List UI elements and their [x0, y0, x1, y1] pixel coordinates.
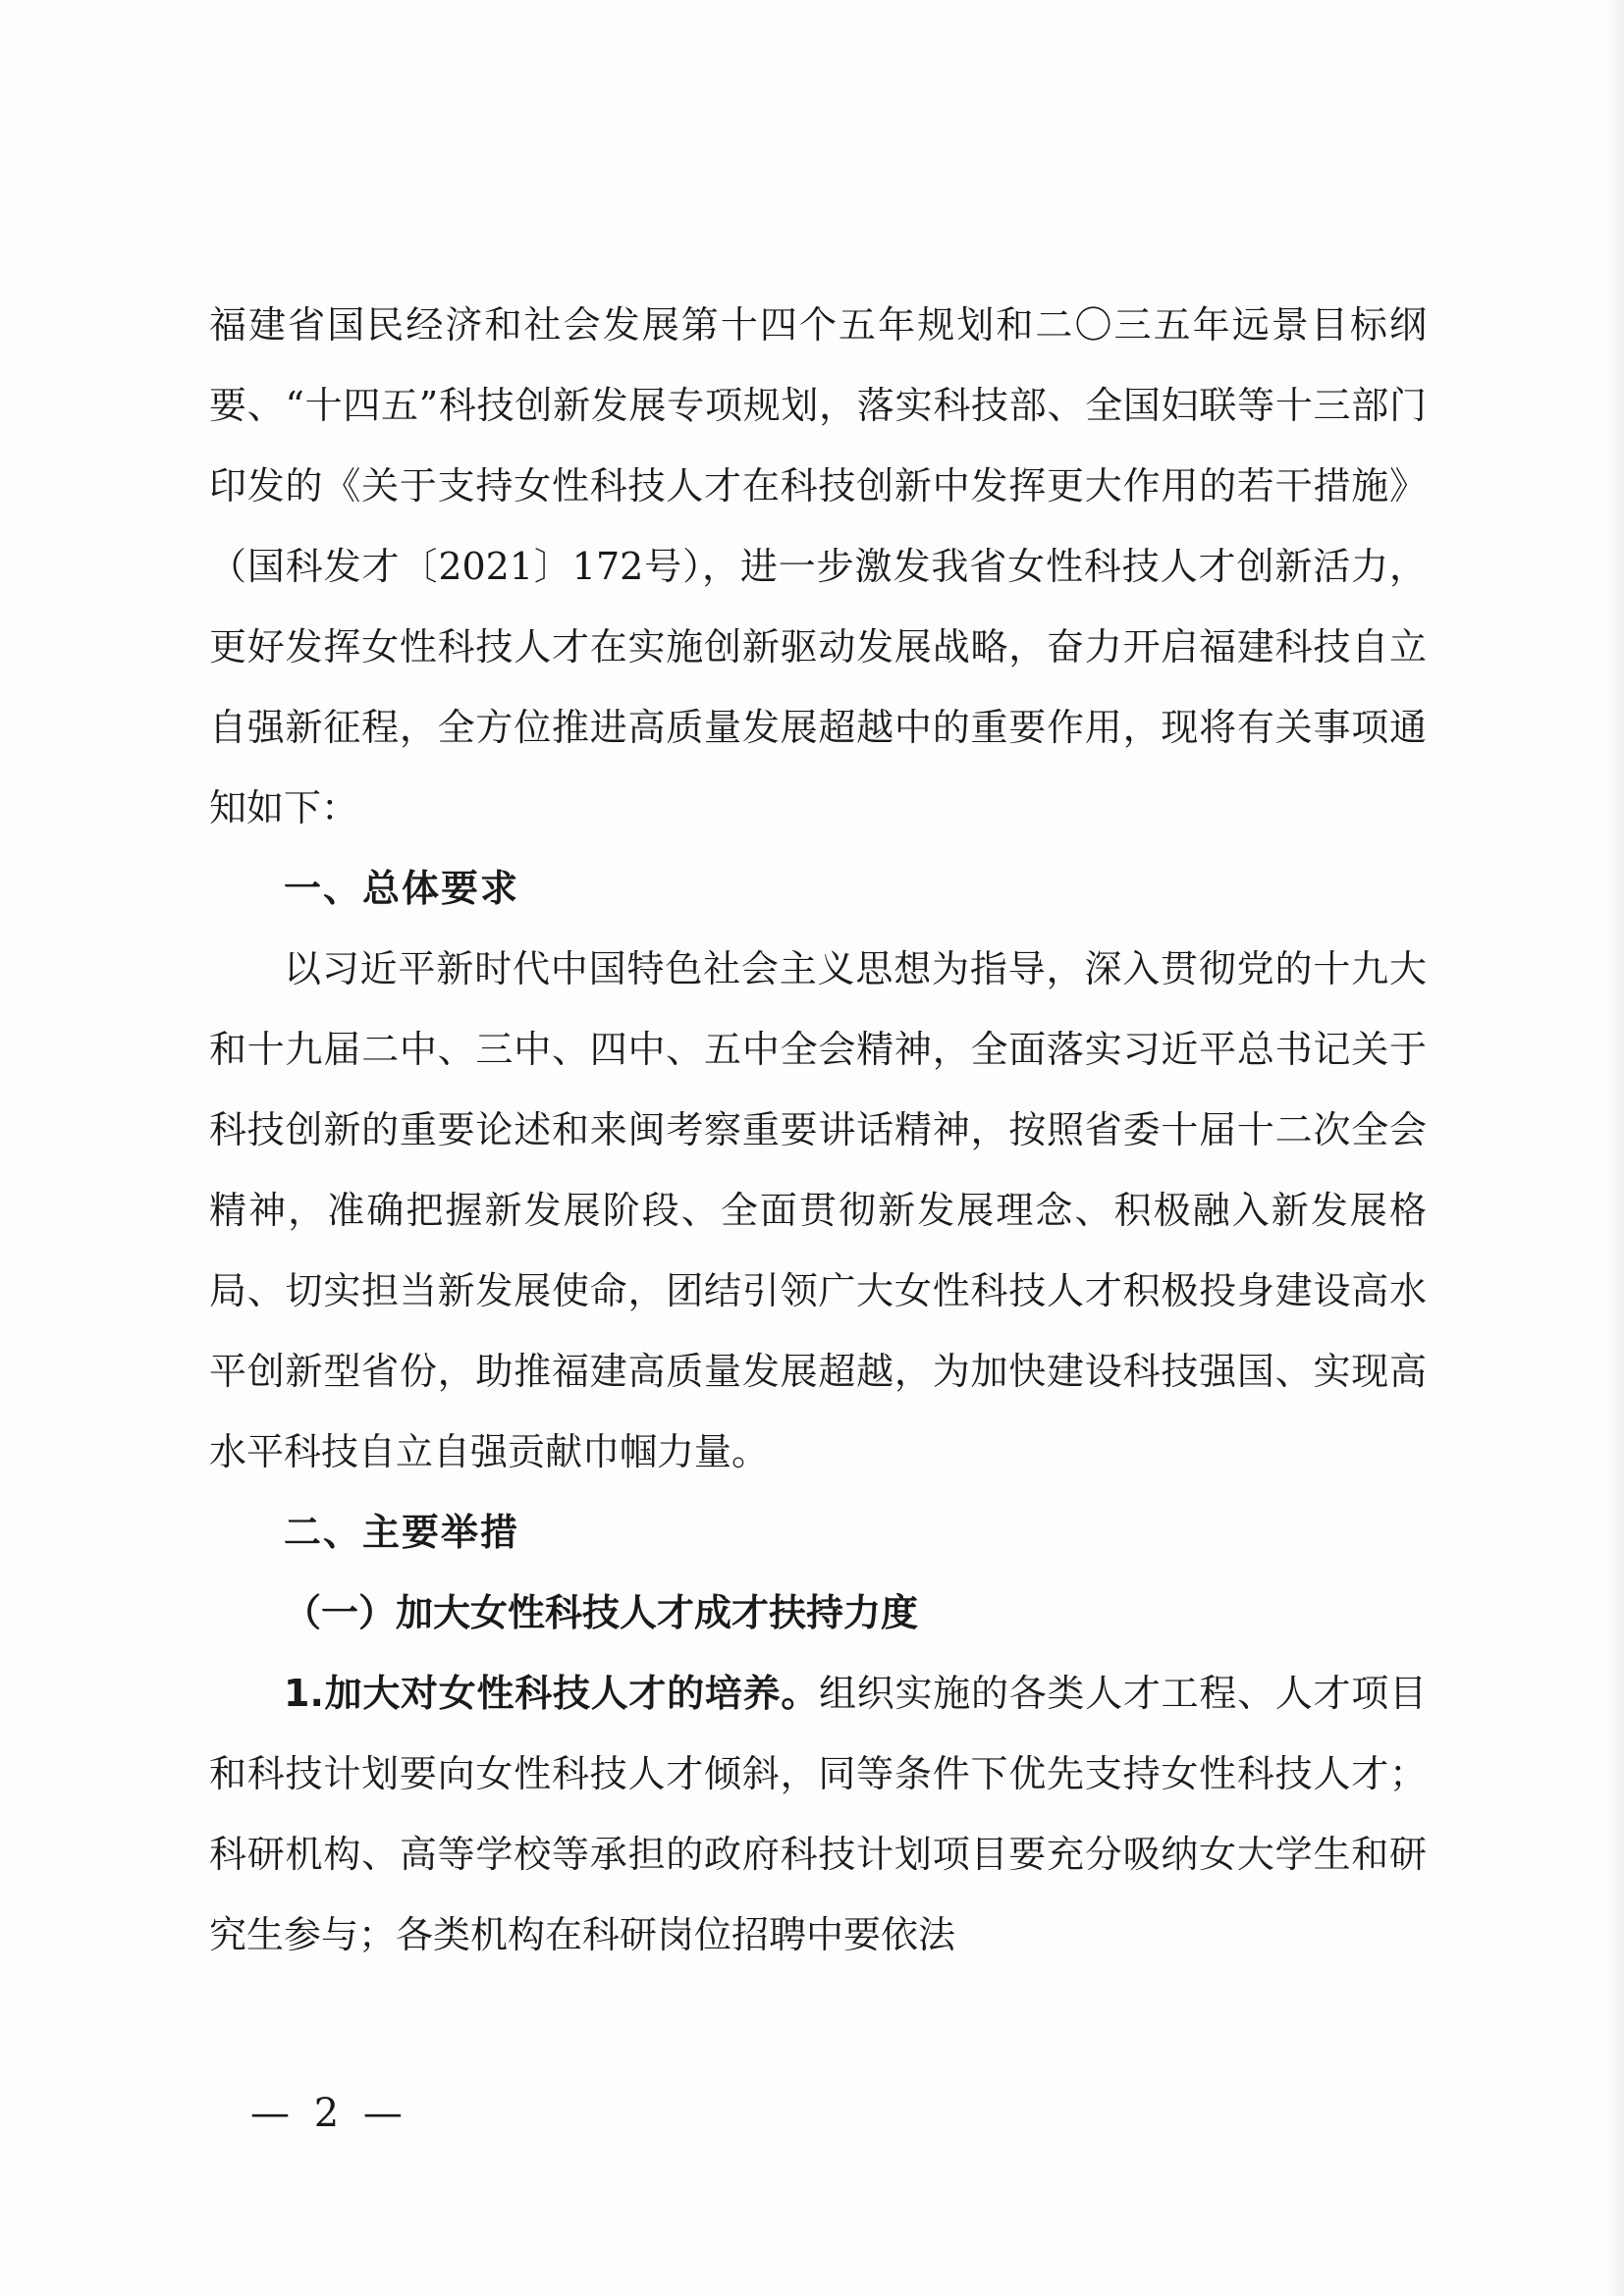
item-1-lead: 1.加大对女性科技人才的培养。 — [284, 1672, 820, 1715]
paragraph-guiding-principle: 以习近平新时代中国特色社会主义思想为指导，深入贯彻党的十九大和十九届二中、三中、四中、五中全会精神，全面落实习近平总书记关于科技创新的重要论述和来闽考察重要讲话精神，按照省委十届十二次全会精神，准确把握新发展阶段、全面贯彻新发展理念、积极融入新发展格局、切实担当新发展使命，团结引领广大女性科技人才积极投身建设高水平创新型省份，助推福建高质量发展超越，为加快建设科技强国、实现高水平科技自立自强贡献巾帼力量。 — [209, 947, 1427, 1473]
page-number: — 2 — — [250, 2091, 408, 2136]
section-heading-main-measures: 二、主要举措 — [284, 1511, 520, 1554]
paragraph-item-1 — [209, 1653, 1427, 1975]
paragraph-continued: 福建省国民经济和社会发展第十四个五年规划和二〇三五年远景目标纲要、“十四五”科技创新发展专项规划，落实科技部、全国妇联等十三部门印发的《关于支持女性科技人才在科技创新中发挥更大作用的若干措施》（国科发才〔2021〕172号），进一步激发我省女性科技人才创新活力，更好发挥女性科技人才在实施创新驱动发展战略，奋力开启福建科技自立自强新征程，全方位推进高质量发展超越中的重要作用，现将有关事项通知如下： — [209, 303, 1427, 829]
document-body — [209, 285, 1427, 1975]
scan-edge-shadow — [1606, 0, 1624, 2296]
section-heading-general-requirements: 一、总体要求 — [284, 867, 520, 910]
subsection-heading-support: （一）加大女性科技人才成才扶持力度 — [284, 1591, 919, 1634]
item-1-text: 组织实施的各类人才工程、人才项目和科技计划要向女性科技人才倾斜，同等条件下优先支持女性科技人才；科研机构、高等学校等承担的政府科技计划项目要充分吸纳女大学生和研究生参与；各类机构在科研岗位招聘中要依法 — [209, 1672, 1427, 1956]
